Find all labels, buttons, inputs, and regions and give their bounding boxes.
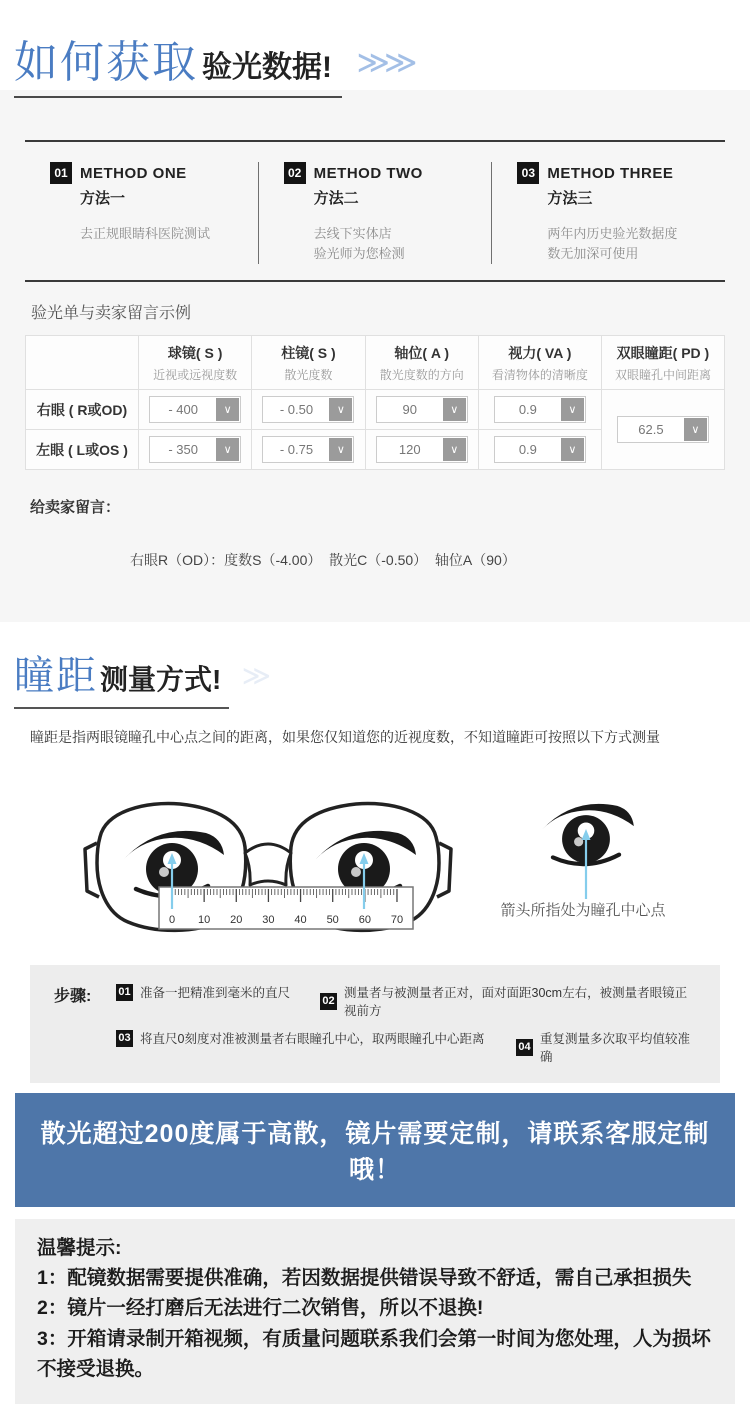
- step-4: 04 重复测量多次取平均值较准确: [516, 1029, 696, 1065]
- seller-message-label: 给卖家留言：: [30, 499, 121, 517]
- axis-right-dropdown[interactable]: 90 ∨: [376, 396, 468, 423]
- svg-text:20: 20: [230, 914, 243, 926]
- method-title-cn: 方法三: [547, 190, 593, 207]
- table-header-row: [26, 336, 725, 390]
- page-title-black: 验光数据!: [202, 51, 332, 84]
- col-pd: 双眼瞳距( PD ) 双眼瞳孔中间距离: [601, 336, 724, 390]
- table-corner-cell: [26, 336, 139, 390]
- step-number-badge: 04: [516, 1039, 533, 1056]
- pd-section-header: [0, 622, 750, 709]
- vision-right-dropdown[interactable]: 0.9 ∨: [494, 396, 586, 423]
- page-title: [14, 26, 342, 98]
- tips-line-2: 2：镜片一经打磨后无法进行二次销售，所以不退换!: [37, 1297, 484, 1320]
- step-3: 03 将直尺0刻度对准被测量者右眼瞳孔中心，取两眼瞳孔中心距离: [116, 1029, 516, 1047]
- axis-left-dropdown[interactable]: 120 ∨: [376, 436, 468, 463]
- chevron-down-icon: ∨: [216, 438, 239, 461]
- method-number-badge: 03: [517, 162, 539, 184]
- measurement-steps-box: [30, 965, 720, 1083]
- custom-lens-banner: 散光超过200度属于高散，镜片需要定制，请联系客服定制哦！: [15, 1093, 735, 1207]
- cylinder-left-dropdown[interactable]: - 0.75 ∨: [262, 436, 354, 463]
- col-sphere: 球镜( S ) 近视或远视度数: [139, 336, 252, 390]
- pd-measurement-illustration: [0, 791, 750, 961]
- method-desc: 两年内历史验光数据度 数无加深可使用: [547, 226, 678, 262]
- step-1: 01 准备一把精准到毫米的直尺: [116, 983, 320, 1001]
- svg-text:40: 40: [294, 914, 307, 926]
- pd-title-blue: 瞳距: [14, 654, 98, 698]
- pd-title-black: 测量方式!: [100, 664, 222, 695]
- pd-description: 瞳距是指两眼镜瞳孔中心点之间的距离，如果您仅知道您的近视度数，不知道瞳距可按照以下方式测量: [30, 729, 660, 745]
- method-title-en: METHOD THREE: [547, 164, 674, 182]
- col-vision: 视力( VA ) 看清物体的清晰度: [478, 336, 601, 390]
- chevron-down-icon: ∨: [561, 398, 584, 421]
- prescription-table: [25, 335, 725, 470]
- tips-line-1: 1：配镜数据需要提供准确，若因数据提供错误导致不舒适，需自己承担损失: [37, 1267, 692, 1290]
- chevron-down-icon: ∨: [443, 438, 466, 461]
- method-number-badge: 02: [284, 162, 306, 184]
- chevron-down-icon: ∨: [329, 398, 352, 421]
- tips-title: 温馨提示:: [37, 1237, 122, 1259]
- sphere-left-dropdown[interactable]: - 350 ∨: [149, 436, 241, 463]
- chevron-down-icon: ∨: [329, 438, 352, 461]
- row-label-left-eye: 左眼 ( L或OS ): [26, 430, 139, 470]
- pd-dropdown[interactable]: 62.5 ∨: [617, 416, 709, 443]
- method-title-cn: 方法二: [313, 190, 359, 207]
- method-number-badge: 01: [50, 162, 72, 184]
- method-title-en: METHOD TWO: [313, 164, 423, 182]
- methods-row: [25, 142, 725, 280]
- svg-text:30: 30: [262, 914, 275, 926]
- svg-text:50: 50: [326, 914, 339, 926]
- svg-text:0: 0: [168, 914, 176, 926]
- step-2: 02 测量者与被测量者正对，面对面距30cm左右，被测量者眼镜正视前方: [320, 983, 696, 1019]
- vision-left-dropdown[interactable]: 0.9 ∨: [494, 436, 586, 463]
- seller-message-lines: [130, 494, 521, 622]
- chevron-down-icon: ∨: [443, 398, 466, 421]
- row-label-right-eye: 右眼 ( R或OD): [26, 390, 139, 430]
- chevron-icon: ≫: [241, 660, 272, 691]
- method-desc: 去线下实体店 验光师为您检测: [313, 226, 405, 262]
- method-title-en: METHOD ONE: [80, 164, 187, 182]
- svg-text:10: 10: [198, 914, 211, 926]
- seller-message-block: [30, 494, 725, 622]
- tips-line-3: 3：开箱请录制开箱视频，有质量问题联系我们会第一时间为您处理，人为损坏不接受退换。: [37, 1327, 711, 1380]
- step-number-badge: 02: [320, 993, 337, 1010]
- method-two: [258, 162, 492, 264]
- method-title-cn: 方法一: [80, 190, 126, 207]
- steps-label: 步骤:: [54, 988, 92, 1005]
- method-three: [491, 162, 725, 264]
- step-number-badge: 01: [116, 984, 133, 1001]
- chevron-down-icon: ∨: [684, 418, 707, 441]
- step-number-badge: 03: [116, 1030, 133, 1047]
- methods-and-prescription-section: [0, 90, 750, 622]
- method-desc: 去正规眼睛科医院测试: [80, 226, 211, 241]
- chevron-down-icon: ∨: [216, 398, 239, 421]
- double-chevron-icon: ≫≫: [356, 44, 412, 80]
- section-how-to-get-header: [0, 0, 750, 90]
- chevron-down-icon: ∨: [561, 438, 584, 461]
- pd-title: [14, 644, 229, 709]
- warm-tips-box: [15, 1219, 735, 1404]
- page-title-blue: 如何获取: [14, 38, 198, 87]
- svg-text:60: 60: [358, 914, 371, 926]
- cylinder-right-dropdown[interactable]: - 0.50 ∨: [262, 396, 354, 423]
- sphere-right-dropdown[interactable]: - 400 ∨: [149, 396, 241, 423]
- prescription-table-title: 验光单与卖家留言示例: [31, 305, 192, 323]
- message-line-right-eye: 右眼R（OD）：度数S（-4.00） 散光C（-0.50） 轴位A（90）: [130, 552, 516, 569]
- table-row-right-eye: [26, 390, 725, 430]
- divider-line: [25, 280, 725, 282]
- svg-text:70: 70: [390, 914, 404, 926]
- pd-cell: [601, 390, 724, 470]
- col-cylinder: 柱镜( S ) 散光度数: [252, 336, 365, 390]
- method-one: [25, 162, 258, 264]
- pupil-caption: 箭头所指处为瞳孔中心点: [500, 902, 666, 919]
- col-axis: 轴位( A ) 散光度数的方向: [365, 336, 478, 390]
